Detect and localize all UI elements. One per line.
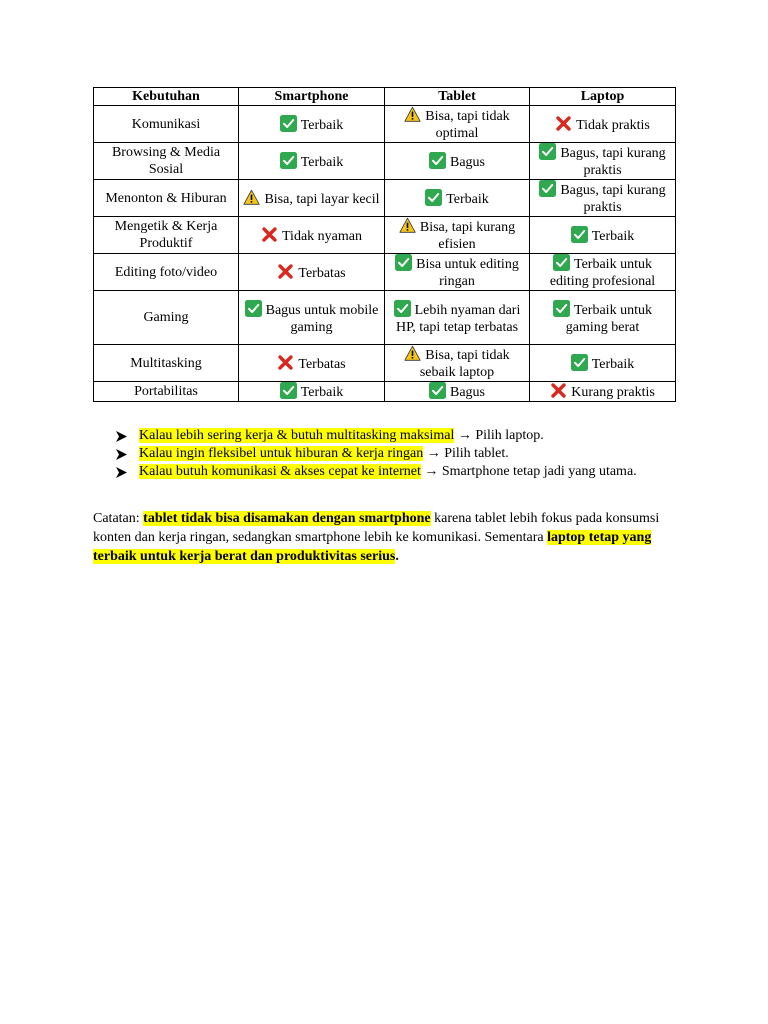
arrowhead-bullet-icon: [116, 467, 127, 478]
note-emphasis-tablet: tablet tidak bisa disamakan dengan smartphone: [143, 511, 431, 526]
cell-text: Bagus: [450, 385, 485, 400]
cell-smartphone: [239, 217, 385, 254]
cell-tablet: [385, 143, 530, 180]
cell-laptop: [530, 180, 676, 217]
recommendation-text: → Smartphone tetap jadi yang utama.: [420, 464, 637, 479]
cell-text: Bagus untuk mobile gaming: [265, 302, 379, 335]
cell-text: Terbatas: [298, 356, 346, 372]
check-icon: [553, 300, 570, 317]
cell-need: Menonton & Hiburan: [94, 180, 239, 217]
cell-text: Terbaik: [591, 228, 635, 244]
cell-laptop: [530, 254, 676, 291]
header-tablet: Tablet: [385, 88, 530, 106]
warning-icon: [404, 106, 421, 123]
cell-text: Tidak nyaman: [282, 228, 362, 244]
cell-text: Bisa, tapi layar kecil: [264, 191, 380, 207]
cell-text: Bagus: [450, 154, 485, 170]
cell-text: Terbaik untuk gaming berat: [565, 302, 652, 335]
cell-tablet: [385, 180, 530, 217]
table-row: [94, 382, 676, 402]
check-icon: [429, 382, 446, 399]
recommendation-text: → Pilih tablet.: [423, 446, 509, 461]
cell-need: Browsing & Media Sosial: [94, 143, 239, 180]
cell-need: Multitasking: [94, 345, 239, 382]
cell-smartphone: [239, 291, 385, 345]
check-icon: [280, 382, 297, 399]
cell-text: Bagus, tapi kurang praktis: [560, 183, 666, 215]
cross-icon: [277, 354, 294, 371]
check-icon: [553, 254, 570, 271]
check-icon: [245, 300, 262, 317]
check-icon: [571, 226, 588, 243]
cell-smartphone: [239, 382, 385, 402]
recommendation-item: [116, 445, 656, 463]
cell-smartphone: [239, 345, 385, 382]
table-header-row: [94, 88, 676, 106]
note-prefix: Catatan:: [93, 511, 144, 526]
cell-text: Lebih nyaman dari HP, tapi tetap terbatas: [395, 302, 521, 335]
note-body: karena tablet lebih fokus pada konsumsi konten dan kerja ringan, sedangkan smartphone lebih ke komunikasi. Sementara: [93, 511, 660, 545]
header-kebutuhan: Kebutuhan: [94, 88, 239, 106]
cross-icon: [277, 263, 294, 280]
cell-laptop: [530, 217, 676, 254]
table-row: [94, 106, 676, 143]
cell-need: Komunikasi: [94, 106, 239, 143]
note-paragraph: [93, 509, 673, 566]
cell-text: Terbatas: [298, 265, 346, 281]
table-row: [94, 291, 676, 345]
warning-icon: [404, 345, 421, 362]
arrowhead-bullet-icon: [116, 449, 127, 460]
note-emphasis-laptop: laptop tetap yang terbaik untuk kerja berat dan produktivitas serius: [93, 530, 652, 564]
cell-smartphone: [239, 180, 385, 217]
check-icon: [539, 180, 556, 197]
check-icon: [280, 115, 297, 132]
cell-tablet: [385, 382, 530, 402]
cell-laptop: [530, 345, 676, 382]
cross-icon: [555, 115, 572, 132]
check-icon: [429, 152, 446, 169]
table-row: [94, 254, 676, 291]
check-icon: [394, 300, 411, 317]
cell-text: Terbaik: [300, 117, 344, 133]
cell-tablet: [385, 291, 530, 345]
recommendation-item: [116, 427, 656, 445]
table-row: [94, 345, 676, 382]
table-row: [94, 143, 676, 180]
cell-laptop: [530, 382, 676, 402]
cell-text: Kurang praktis: [571, 385, 655, 400]
cell-text: Terbaik: [446, 191, 489, 207]
cell-text: Bagus, tapi kurang praktis: [560, 146, 666, 178]
recommendation-list: [116, 427, 656, 481]
table-row: [94, 217, 676, 254]
arrowhead-bullet-icon: [116, 431, 127, 442]
cell-text: Terbaik untuk editing profesional: [549, 257, 656, 289]
cell-need: Mengetik & Kerja Produktif: [94, 217, 239, 254]
recommendation-highlight: Kalau ingin fleksibel untuk hiburan & kerja ringan: [139, 446, 424, 461]
cell-text: Tidak praktis: [576, 117, 650, 133]
cross-icon: [550, 382, 567, 399]
cell-text: Bisa, tapi kurang efisien: [419, 220, 516, 252]
check-icon: [280, 152, 297, 169]
cell-text: Bisa, tapi tidak optimal: [425, 109, 510, 141]
cell-text: Bisa untuk editing ringan: [416, 257, 519, 289]
cell-tablet: [385, 217, 530, 254]
cell-text: Terbaik: [300, 154, 344, 170]
check-icon: [395, 254, 412, 271]
note-suffix: .: [395, 549, 399, 564]
warning-icon: [243, 189, 260, 206]
cell-need: Portabilitas: [94, 382, 239, 402]
warning-icon: [399, 217, 416, 234]
cell-tablet: [385, 254, 530, 291]
cell-text: Bisa, tapi tidak sebaik laptop: [419, 348, 510, 380]
cell-tablet: [385, 106, 530, 143]
recommendation-text: → Pilih laptop.: [454, 428, 544, 443]
cell-text: Terbaik: [591, 356, 635, 372]
cell-text: Terbaik: [300, 385, 344, 400]
cell-need: Editing foto/video: [94, 254, 239, 291]
recommendation-item: [116, 463, 656, 481]
cell-laptop: [530, 143, 676, 180]
cell-smartphone: [239, 254, 385, 291]
cell-laptop: [530, 291, 676, 345]
cell-smartphone: [239, 143, 385, 180]
cell-laptop: [530, 106, 676, 143]
cell-smartphone: [239, 106, 385, 143]
header-laptop: Laptop: [530, 88, 676, 106]
recommendation-highlight: Kalau lebih sering kerja & butuh multitasking maksimal: [139, 428, 455, 443]
check-icon: [539, 143, 556, 160]
recommendation-highlight: Kalau butuh komunikasi & akses cepat ke internet: [139, 464, 421, 479]
header-smartphone: Smartphone: [239, 88, 385, 106]
cell-tablet: [385, 345, 530, 382]
comparison-table: [93, 87, 676, 402]
cell-need: Gaming: [94, 291, 239, 345]
check-icon: [571, 354, 588, 371]
table-row: [94, 180, 676, 217]
cross-icon: [261, 226, 278, 243]
check-icon: [425, 189, 442, 206]
